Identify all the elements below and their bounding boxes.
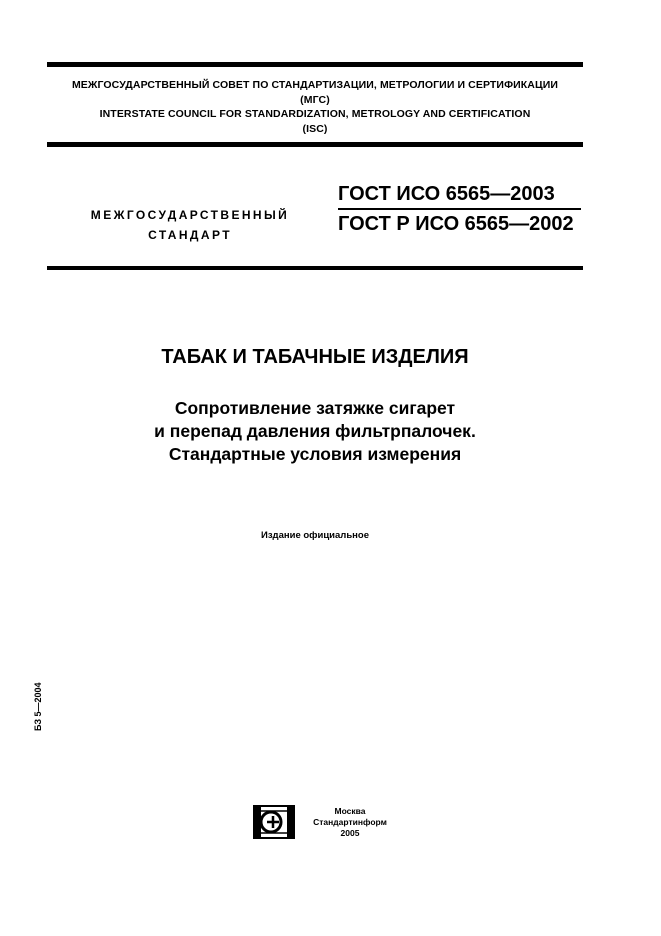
council-header xyxy=(47,78,583,136)
subtitle-line1: Сопротивление затяжке сигарет xyxy=(174,398,456,418)
document-subtitle xyxy=(47,397,583,466)
publisher-name: Стандартинформ xyxy=(313,817,387,827)
top-rule xyxy=(47,62,583,67)
council-name-ru: МЕЖГОСУДАРСТВЕННЫЙ СОВЕТ ПО СТАНДАРТИЗАЦИИ, МЕТРОЛОГИИ И СЕРТИФИКАЦИИ xyxy=(71,79,559,91)
standard-type-line2: СТАНДАРТ xyxy=(148,228,232,242)
designation-bottom-rule xyxy=(47,266,583,270)
subtitle-line3: Стандартные условия измерения xyxy=(168,444,462,464)
designation-block xyxy=(338,180,583,238)
council-name-en: INTERSTATE COUNCIL FOR STANDARDIZATION, METROLOGY AND CERTIFICATION xyxy=(99,108,531,120)
gost-r-designation: ГОСТ Р ИСО 6565—2002 xyxy=(338,213,574,235)
gost-designation: ГОСТ ИСО 6565—2003 xyxy=(338,183,555,205)
standartinform-logo-icon xyxy=(253,805,295,839)
subtitle-line2: и перепад давления фильтрпалочек. xyxy=(154,421,476,441)
publisher-year: 2005 xyxy=(340,828,360,838)
standard-type xyxy=(70,205,310,245)
publisher-city: Москва xyxy=(334,806,366,816)
side-code: БЗ 5—2004 xyxy=(33,682,43,731)
edition-label: Издание официальное xyxy=(261,530,369,541)
header-bottom-rule xyxy=(47,142,583,147)
document-title: ТАБАК И ТАБАЧНЫЕ ИЗДЕЛИЯ xyxy=(161,346,469,368)
council-abbr-en: (ISC) xyxy=(302,122,328,135)
standard-type-line1: МЕЖГОСУДАРСТВЕННЫЙ xyxy=(90,208,290,222)
publisher-info xyxy=(300,806,400,839)
council-abbr-ru: (МГС) xyxy=(300,93,330,106)
